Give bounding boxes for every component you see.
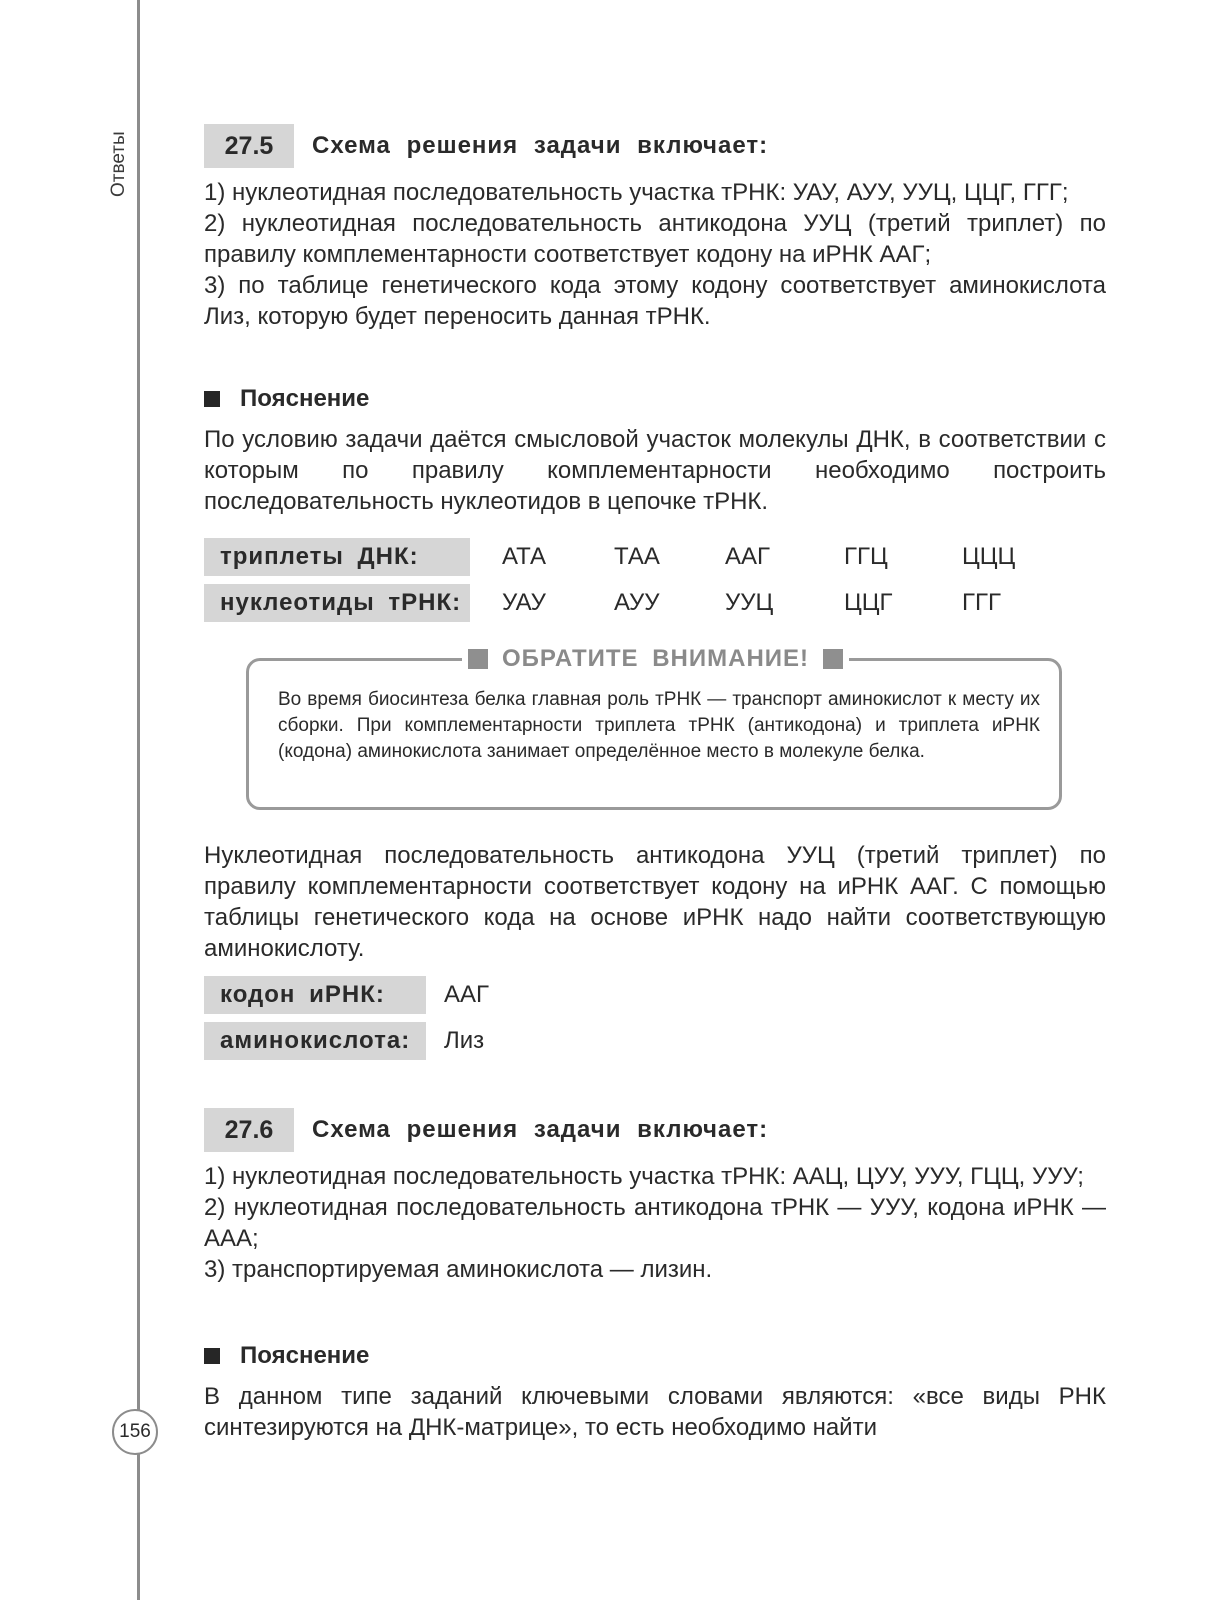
table-cell: ТАА <box>614 543 660 570</box>
bullet-square-icon <box>204 391 220 407</box>
explanation-paragraph-3 <box>204 1381 1106 1443</box>
table-label-trna-nucleotides: нуклеотиды тРНК: <box>204 584 470 622</box>
bullet-square-icon <box>204 1348 220 1364</box>
table-cell: ААГ <box>725 543 771 570</box>
section-number: 27.6 <box>204 1108 294 1152</box>
table-cell: ЦЦГ <box>844 589 893 616</box>
step-1: 1) нуклеотидная последовательность участка тРНК: ААЦ, ЦУУ, УУУ, ГЦЦ, УУУ; <box>204 1163 1084 1190</box>
step-2: 2) нуклеотидная последовательность антикодона УУЦ (третий триплет) по правилу комплементарности соответствует кодону на иРНК ААГ; <box>204 210 1106 268</box>
explanation-paragraph-2 <box>204 840 1106 964</box>
table-cell: Лиз <box>444 1027 485 1054</box>
explanation-text-2: Нуклеотидная последовательность антикодона УУЦ (третий триплет) по правилу комплементарности соответствует кодону на иРНК ААГ. С помощью таблицы генетического кода на основе иРНК надо найти соответствующую аминокислоту. <box>204 842 1106 962</box>
attention-note-title: ОБРАТИТЕ ВНИМАНИЕ! <box>502 645 810 672</box>
margin-rule <box>137 0 140 1600</box>
table-cell: АУУ <box>614 589 660 616</box>
explanation-label: Пояснение <box>240 385 370 412</box>
table-cell: АТА <box>502 543 547 570</box>
explanation-heading <box>204 384 369 414</box>
solution-steps-2 <box>204 1161 1106 1285</box>
page-number: 156 <box>112 1409 158 1455</box>
section-number: 27.5 <box>204 124 294 168</box>
explanation-text-3: В данном типе заданий ключевыми словами являются: «все виды РНК синтезируются на ДНК-матрице», то есть необходимо найти <box>204 1383 1106 1441</box>
step-3: 3) транспортируемая аминокислота — лизин. <box>204 1256 713 1283</box>
section-title: Схема решения задачи включает: <box>312 1116 769 1143</box>
section-header-27-5 <box>204 124 768 168</box>
section-header-27-6 <box>204 1108 768 1152</box>
table-label-mrna-codon: кодон иРНК: <box>204 976 426 1014</box>
explanation-label: Пояснение <box>240 1342 370 1369</box>
table-cell: ГГЦ <box>844 543 888 570</box>
section-side-label: Ответы <box>108 131 129 197</box>
attention-note-text <box>278 687 1040 765</box>
attention-note-header <box>462 645 849 673</box>
table-cell: ГГГ <box>962 589 1001 616</box>
step-2: 2) нуклеотидная последовательность антикодона тРНК — УУУ, кодона иРНК — ААА; <box>204 1194 1106 1252</box>
table-cell: УАУ <box>502 589 546 616</box>
table-label-amino-acid: аминокислота: <box>204 1022 426 1060</box>
table-label-dna-triplets: триплеты ДНК: <box>204 538 470 576</box>
step-1: 1) нуклеотидная последовательность участка тРНК: УАУ, АУУ, УУЦ, ЦЦГ, ГГГ; <box>204 179 1069 206</box>
explanation-paragraph <box>204 424 1106 517</box>
solution-steps <box>204 177 1106 332</box>
note-square-icon <box>468 649 488 669</box>
table-cell: ЦЦЦ <box>962 543 1016 570</box>
table-cell: ААГ <box>444 981 490 1008</box>
note-square-icon <box>823 649 843 669</box>
step-3: 3) по таблице генетического кода этому кодону соответствует аминокислота Лиз, которую будет переносить данная тРНК. <box>204 272 1106 330</box>
explanation-heading-2 <box>204 1341 369 1371</box>
table-cell: УУЦ <box>725 589 774 616</box>
explanation-text: По условию задачи даётся смысловой участок молекулы ДНК, в соответствии с которым по правилу комплементарности необходимо построить последовательность нуклеотидов в цепочке тРНК. <box>204 426 1106 515</box>
section-title: Схема решения задачи включает: <box>312 132 769 159</box>
note-paragraph: Во время биосинтеза белка главная роль тРНК — транспорт аминокислот к месту их сборки. При комплементарности триплета тРНК (антикодона) и триплета иРНК (кодона) аминокислота занимает определённое место в молекуле белка. <box>278 689 1040 762</box>
